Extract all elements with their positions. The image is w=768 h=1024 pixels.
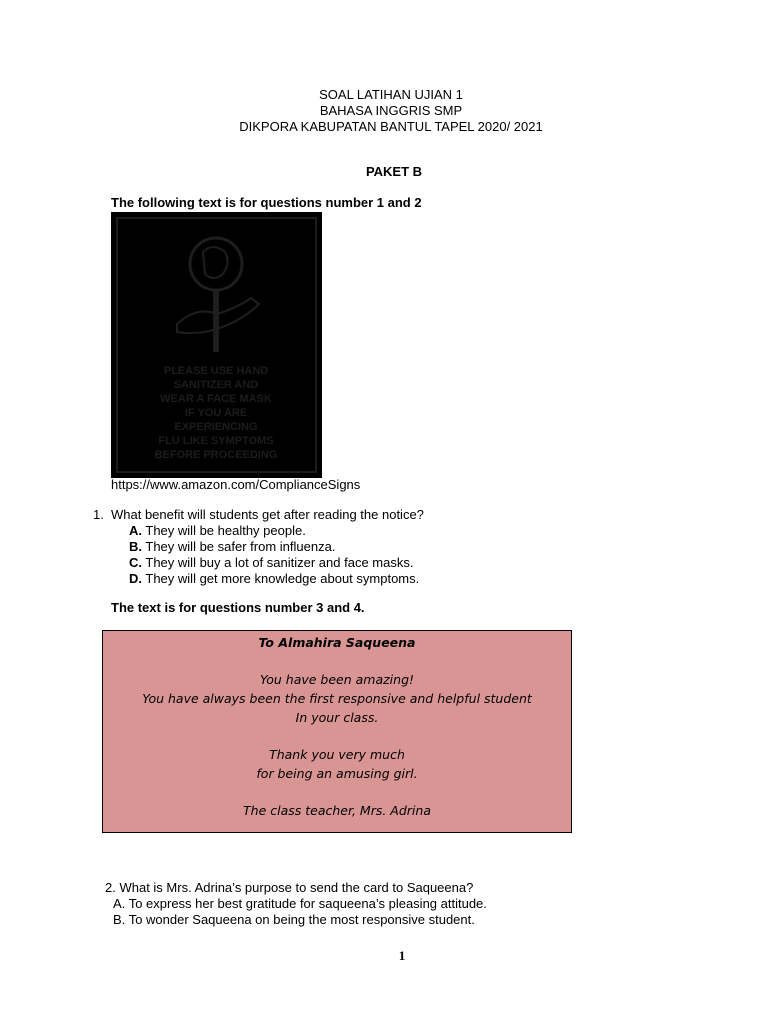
card-signature: The class teacher, Mrs. Adrina <box>243 803 431 818</box>
notice-sign-graphic <box>111 212 322 478</box>
sign-text-line-3: WEAR A FACE MASK <box>160 393 272 405</box>
card-recipient: To Almahira Saqueena <box>258 635 416 650</box>
sign-text-line-5: EXPERIENCING <box>174 421 258 433</box>
question-1-option-a: A. They will be healthy people. <box>129 523 306 538</box>
card-line-4: Thank you very much <box>269 747 405 762</box>
question-1 <box>93 507 424 587</box>
sign-text-line-4: IF YOU ARE <box>184 407 248 419</box>
question-1-option-c: C. They will buy a lot of sanitizer and face masks. <box>129 555 414 570</box>
question-2 <box>105 880 487 928</box>
page-number: 1 <box>398 948 406 963</box>
header-line-3: DIKPORA KABUPATAN BANTUL TAPEL 2020/ 2021 <box>239 119 543 134</box>
document-header <box>0 87 768 135</box>
sign-text-line-7: BEFORE PROCEEDING <box>154 449 278 461</box>
card-line-5: for being an amusing girl. <box>256 766 418 781</box>
question-1-option-b: B. They will be safer from influenza. <box>129 539 336 554</box>
question-2-option-b: B. To wonder Saqueena on being the most responsive student. <box>113 912 475 927</box>
question-2-option-a: A. To express her best gratitude for saqueena’s pleasing attitude. <box>113 896 487 911</box>
paket-label: PAKET B <box>365 164 423 179</box>
question-1-text: What benefit will students get after reading the notice? <box>111 507 424 522</box>
section-1-intro: The following text is for questions number 1 and 2 <box>111 195 422 210</box>
question-1-option-d: D. They will get more knowledge about symptoms. <box>129 571 420 586</box>
sign-text-line-1: PLEASE USE HAND <box>163 365 269 377</box>
question-2-text: What is Mrs. Adrina’s purpose to send the card to Saqueena? <box>119 880 474 895</box>
card-line-1: You have been amazing! <box>259 672 415 687</box>
source-url: https://www.amazon.com/ComplianceSigns <box>111 477 361 492</box>
card-line-2: You have always been the first responsive and helpful student <box>142 691 532 706</box>
greeting-card <box>102 630 572 833</box>
sign-text-line-2: SANITIZER AND <box>173 379 259 391</box>
header-line-2: BAHASA INGGRIS SMP <box>319 103 463 118</box>
question-2-number: 2. <box>105 880 116 895</box>
question-1-number: 1. <box>93 507 104 522</box>
card-line-3: In your class. <box>295 710 379 725</box>
section-2-intro: The text is for questions number 3 and 4. <box>111 600 365 615</box>
notice-sign-image <box>111 212 322 478</box>
header-line-1: SOAL LATIHAN UJIAN 1 <box>319 87 463 102</box>
sign-text-line-6: FLU LIKE SYMPTOMS <box>158 435 274 447</box>
